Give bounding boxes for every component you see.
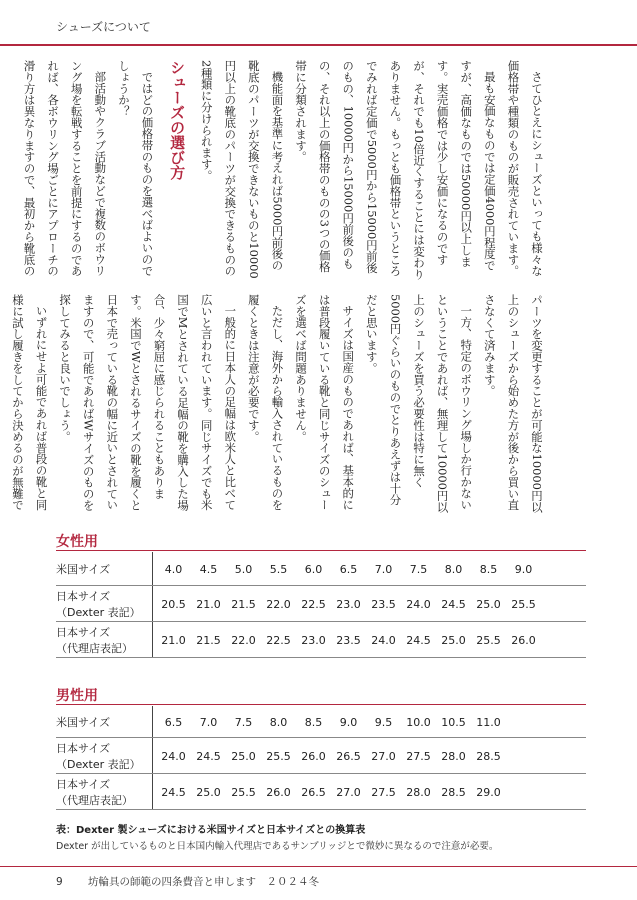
cell: 7.0: [199, 715, 218, 729]
women-title-rule: [56, 550, 586, 551]
cell: 25.5: [231, 785, 256, 799]
cell: 24.5: [406, 633, 431, 647]
cell: 26.0: [511, 633, 536, 647]
paragraph: いずれにせよ可能であれば普段の靴と同様に試し履きをしてから決めるのが無難で: [10, 294, 49, 511]
cell: 21.0: [161, 633, 186, 647]
cell: 23.0: [336, 597, 361, 611]
row-label: 日本サイズ （Dexter 表記）: [56, 590, 141, 619]
cell: 26.0: [301, 749, 326, 763]
paragraph: 部活動やクラブ活動などで複数のボウリング場を転戦することを前提にするのであれば、各ボウリング場ごとにアプローチの滑り方は異なりますので、最初から靴底の: [22, 60, 108, 277]
column-divider: [152, 586, 153, 622]
text-block-upper: [22, 60, 548, 282]
paragraph: パーツを変更することが可能な10000円以上のシューズから始めた方が後から買い直さなくて済みます。: [482, 294, 544, 513]
page-footer: [56, 874, 319, 889]
footer-rule: [0, 866, 637, 867]
cell: 25.0: [231, 749, 256, 763]
cell: 8.0: [269, 715, 288, 729]
row-values: [156, 622, 586, 658]
cell: 5.5: [269, 562, 288, 576]
cell: 6.5: [339, 562, 358, 576]
cell: 20.5: [161, 597, 186, 611]
cell: 4.0: [164, 562, 183, 576]
row-values: [156, 738, 586, 774]
page-header: [0, 0, 637, 46]
cell: 23.5: [371, 597, 396, 611]
cell: 25.0: [441, 633, 466, 647]
cell: 28.5: [476, 749, 501, 763]
row-divider: [56, 809, 586, 810]
cell: 21.5: [231, 597, 256, 611]
section-heading: シューズの選び方: [168, 60, 187, 180]
row-label: 日本サイズ （代理店表記）: [56, 778, 133, 807]
table-caption: 表：Dexter 製シューズにおける米国サイズと日本サイズとの換算表: [56, 825, 366, 836]
cell: 23.5: [336, 633, 361, 647]
paragraph: 一方、特定のボウリング場しか行かないということであれば、無理して10000円以上のシューズを買う必要性は特に無く5000円ぐらいのものでとりあえずは十分だと思います。: [364, 294, 474, 513]
row-divider: [56, 657, 586, 658]
row-values: [156, 706, 586, 738]
cell: 11.0: [476, 715, 501, 729]
cell: 7.5: [234, 715, 253, 729]
footer-text: 坊輪具の師範の四条費音と申します ２０２４冬: [88, 876, 320, 888]
cell: 22.0: [266, 597, 291, 611]
cell: 8.5: [479, 562, 498, 576]
cell: 25.5: [476, 633, 501, 647]
paragraph: サイズは国産のものであれば、基本的には普段履いている靴と同じサイズのシューズを選べば問題ありません。: [294, 294, 356, 511]
cell: 22.0: [231, 633, 256, 647]
cell: 28.0: [406, 785, 431, 799]
cell: 24.0: [161, 749, 186, 763]
cell: 25.5: [511, 597, 536, 611]
row-label: 米国サイズ: [56, 563, 111, 576]
cell: 28.0: [441, 749, 466, 763]
cell: 25.0: [196, 785, 221, 799]
row-values: [156, 774, 586, 810]
column-divider: [152, 552, 153, 586]
section-title: シューズについて: [56, 20, 151, 34]
table-row: [56, 738, 586, 774]
cell: 26.0: [266, 785, 291, 799]
cell: 7.5: [409, 562, 428, 576]
men-table-title: 男性用: [56, 688, 98, 704]
cell: 6.0: [304, 562, 323, 576]
cell: 5.0: [234, 562, 253, 576]
cell: 25.0: [476, 597, 501, 611]
cell: 21.5: [196, 633, 221, 647]
row-values: [156, 552, 586, 586]
page-number: 9: [56, 876, 63, 888]
table-row: [56, 622, 586, 658]
table-row: [56, 706, 586, 738]
row-label: 米国サイズ: [56, 716, 111, 729]
cell: 24.5: [161, 785, 186, 799]
paragraph: 機能面を基準に考えれば5000円前後の靴底のパーツが交換できないものと10000円以上の靴底のパーツが交換できるものの2種類に分けられます。: [199, 60, 285, 279]
women-table-title: 女性用: [56, 534, 98, 550]
row-values: [156, 586, 586, 622]
cell: 26.5: [336, 749, 361, 763]
paragraph: 一般的に日本人の足幅は欧米人と比べて広いと言われています。同じサイズでも米国でMとされている足幅の靴を購入した場合、少々窮屈に感じられることもあります。米国でWとされるサイズの靴を履くと日本で売っている靴の幅に近いとされていますので、可能であればWサイズのものを探してみると良いでしょう。: [58, 294, 238, 511]
paragraph: ただし、海外から輸入されているものを履くときは注意が必要です。: [246, 294, 285, 511]
cell: 10.0: [406, 715, 431, 729]
header-rule: [0, 44, 637, 46]
men-title-rule: [56, 704, 586, 705]
column-divider: [152, 774, 153, 810]
cell: 24.5: [441, 597, 466, 611]
cell: 28.5: [441, 785, 466, 799]
men-size-table: [56, 706, 586, 810]
cell: 24.5: [196, 749, 221, 763]
cell: 27.5: [406, 749, 431, 763]
cell: 9.5: [374, 715, 393, 729]
cell: 29.0: [476, 785, 501, 799]
cell: 9.0: [514, 562, 533, 576]
cell: 22.5: [266, 633, 291, 647]
cell: 10.5: [441, 715, 466, 729]
women-size-table: [56, 552, 586, 658]
row-label: 日本サイズ （代理店表記）: [56, 626, 133, 655]
cell: 27.0: [336, 785, 361, 799]
cell: 26.5: [301, 785, 326, 799]
cell: 24.0: [406, 597, 431, 611]
cell: 8.5: [304, 715, 323, 729]
column-divider: [152, 622, 153, 658]
cell: 27.0: [371, 749, 396, 763]
cell: 25.5: [266, 749, 291, 763]
cell: 22.5: [301, 597, 326, 611]
table-row: [56, 552, 586, 586]
cell: 24.0: [371, 633, 396, 647]
paragraph: ではどの価格帯のものを選べばよいのでしょうか？: [116, 60, 155, 277]
text-block-lower: [10, 294, 548, 516]
cell: 9.0: [339, 715, 358, 729]
table-row: [56, 586, 586, 622]
row-label: 日本サイズ （Dexter 表記）: [56, 742, 141, 771]
paragraph: 最も安価なものでは定価4000円程度ですが、高価なものでは50000円以上します。実売価格では少し安価になるのですが、それでも10倍近くすることには変わりありません。もっとも価格帯というところでみれば定価で5000円から15000円前後のもの、10000円から15000円前後のもの、それ以上の価格帯のものの3つの価格帯に分類されます。: [294, 60, 497, 280]
cell: 21.0: [196, 597, 221, 611]
cell: 8.0: [444, 562, 463, 576]
cell: 7.0: [374, 562, 393, 576]
table-note: Dexter が出しているものと日本国内輸入代理店であるサンブリッジとで微妙に異なるので注意が必要。: [56, 841, 499, 852]
cell: 6.5: [164, 715, 183, 729]
cell: 23.0: [301, 633, 326, 647]
column-divider: [152, 738, 153, 774]
cell: 4.5: [199, 562, 218, 576]
paragraph: さてひとえにシューズといっても様々な価格帯や種類のものが販売されています。: [506, 60, 544, 277]
column-divider: [152, 706, 153, 738]
table-row: [56, 774, 586, 810]
cell: 27.5: [371, 785, 396, 799]
